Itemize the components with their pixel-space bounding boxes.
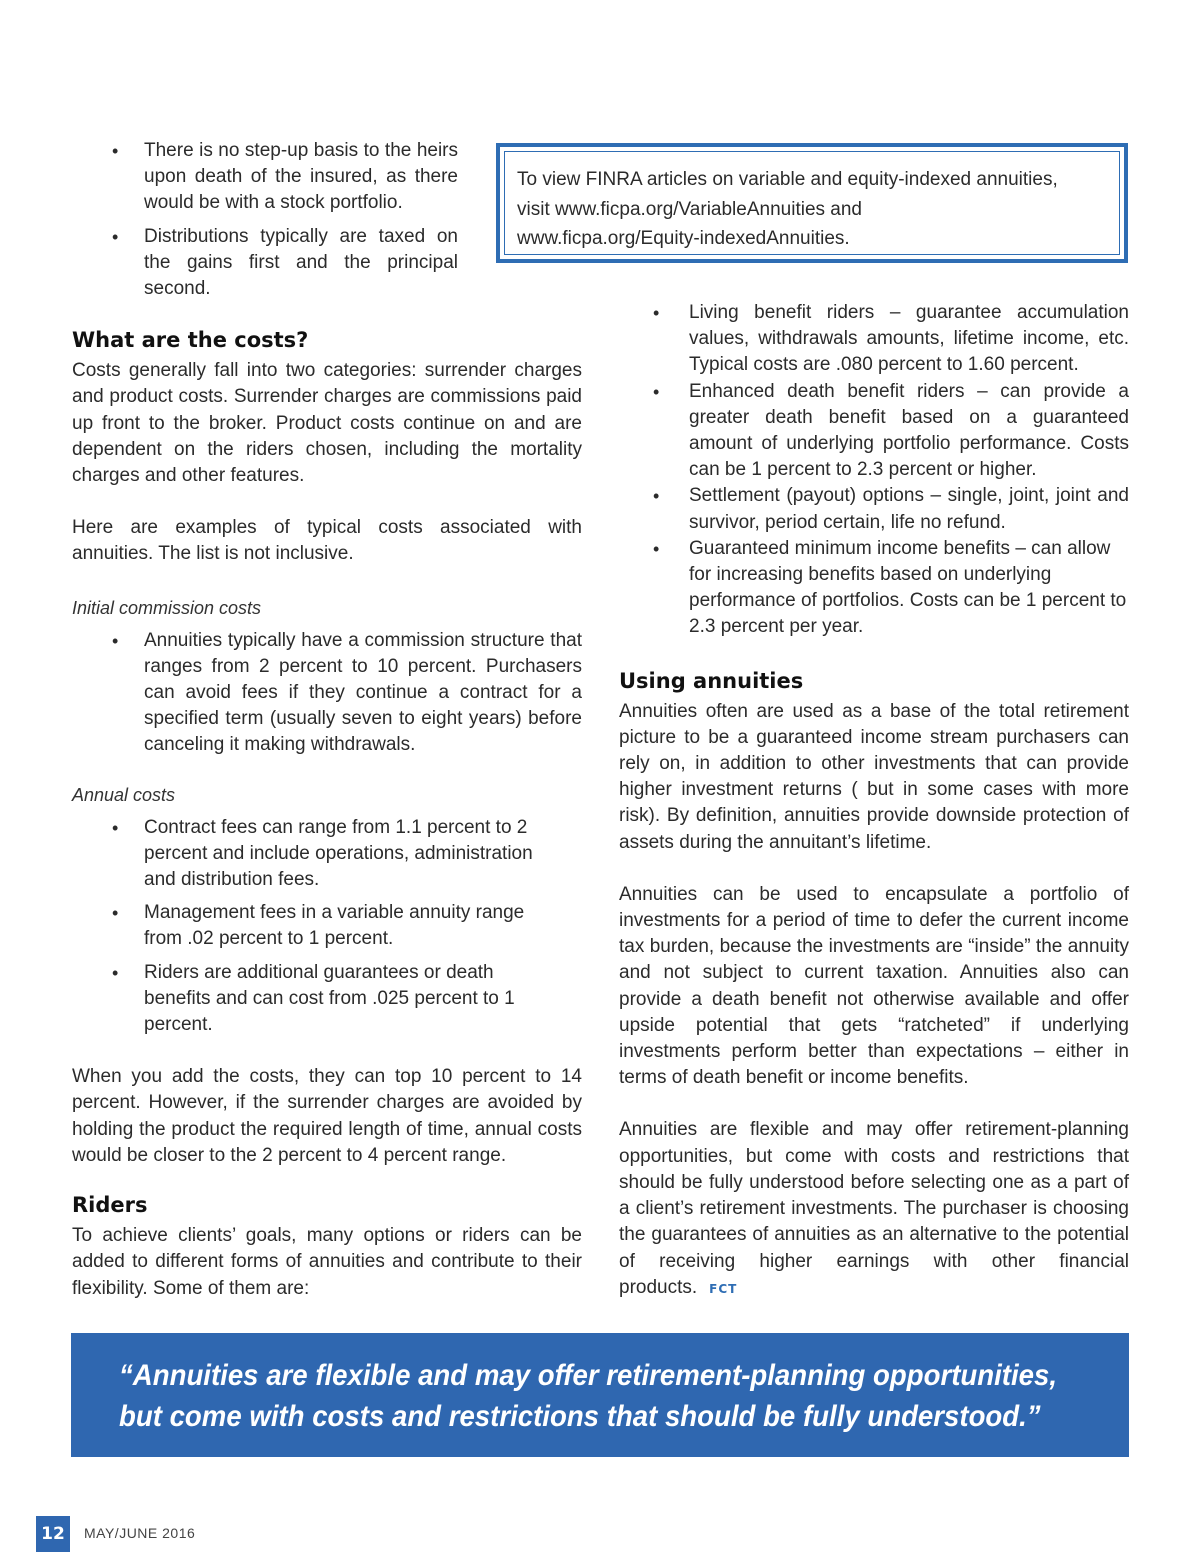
callout-line-1: To view FINRA articles on variable and equity-indexed annuities, — [517, 169, 1058, 190]
pull-quote-line-1: “Annuities are flexible and may offer retirement-planning opportunities, — [119, 1359, 1058, 1392]
list-item — [72, 224, 458, 303]
finra-callout-box — [496, 143, 1128, 263]
bullet-text: Guaranteed minimum income benefits – can allow for increasing benefits based on underlying performance of portfolios. Costs can be 1 percent to 2.3 percent per year. — [689, 537, 1127, 638]
riders-paragraph: To achieve clients’ goals, many options or riders can be added to different forms of annuities and contribute to their flexibility. Some of them are: — [72, 1225, 582, 1299]
list-item — [72, 900, 564, 952]
bullet-text: Contract fees can range from 1.1 percent to 2 percent and include operations, administration and distribution fees. — [144, 816, 533, 891]
costs-paragraph-1: Costs generally fall into two categories: surrender charges and product costs. Surrender charges are commissions paid up front to the broker. Product costs continue on and are dependent on the riders chosen, including the mortality charges and other features. — [72, 360, 582, 487]
callout-line-2: visit www.ficpa.org/VariableAnnuities and — [517, 198, 862, 220]
rider-bullet-list — [619, 300, 1129, 641]
initial-commission-label: Initial commission costs — [72, 597, 262, 618]
pull-quote-line-2: but come with costs and restrictions that should be fully understood.” — [119, 1400, 1041, 1433]
annual-costs-label: Annual costs — [72, 784, 176, 805]
riders-heading: Riders — [72, 1193, 148, 1218]
using-annuities-heading: Using annuities — [619, 668, 804, 693]
list-item — [619, 379, 1129, 484]
using-paragraph-1: Annuities often are used as a base of the total retirement picture to be a guaranteed income stream purchasers can rely on, in addition to other investments that can provide higher investment returns ( but in some cases with more risk). By definition, annuities provide downside protection of assets during the annuitant’s lifetime. — [619, 700, 1129, 853]
bullet-text: Enhanced death benefit riders – can provide a greater death benefit based on a guaranteed amount of underlying portfolio performance. Costs can be 1 percent to 2.3 percent or higher. — [689, 380, 1129, 481]
page-number: 12 — [36, 1516, 70, 1552]
bullet-icon: • — [112, 962, 119, 983]
pull-quote-text — [119, 1355, 1058, 1437]
bullet-icon: • — [653, 381, 660, 402]
list-item — [72, 815, 564, 894]
bullet-text: Settlement (payout) options – single, joint, joint and survivor, period certain, life no refund. — [689, 485, 1129, 533]
using-paragraph-2: Annuities can be used to encapsulate a portfolio of investments for a period of time to defer the current income tax burden, because the investments are “inside” the annuity and not subject to current taxation. Annuities also can provide a death benefit not otherwise available and offer upside potential that gets “ratcheted” if underlying investments perform better than expectations – either in terms of death benefit or income benefits. — [619, 883, 1129, 1089]
right-column — [619, 300, 1129, 1302]
list-item — [619, 300, 1129, 379]
costs-heading: What are the costs? — [72, 328, 309, 353]
list-item — [72, 628, 582, 759]
costs-paragraph-3: When you add the costs, they can top 10 percent to 14 percent. However, if the surrender charges are avoided by holding the product the required length of time, annual costs would be closer to the 2 percent to 4 percent range. — [72, 1066, 582, 1166]
bullet-icon: • — [112, 226, 119, 247]
list-item — [72, 960, 564, 1039]
left-column — [72, 138, 582, 1302]
top-bullet-list — [72, 138, 458, 302]
bullet-text: Management fees in a variable annuity range from .02 percent to 1 percent. — [144, 902, 525, 950]
bullet-icon: • — [112, 817, 119, 838]
list-item — [619, 536, 1129, 641]
using-paragraph-3 — [619, 1117, 1129, 1301]
fct-end-mark: FCT — [709, 1281, 738, 1296]
initial-cost-list — [72, 628, 582, 759]
bullet-icon: • — [112, 630, 119, 651]
bullet-text: Distributions typically are taxed on the gains first and the principal second. — [144, 225, 458, 300]
callout-line-3: www.ficpa.org/Equity-indexedAnnuities. — [517, 228, 850, 249]
bullet-icon: • — [653, 538, 660, 559]
bullet-icon: • — [112, 141, 119, 161]
callout-inner — [504, 151, 1120, 255]
bullet-text: Living benefit riders – guarantee accumulation values, withdrawals amounts, lifetime income, etc. Typical costs are .080 percent to 1.60 percent. — [689, 302, 1129, 376]
pull-quote-banner — [71, 1333, 1129, 1457]
using-paragraph-3-text: Annuities are flexible and may offer retirement-planning opportunities, but come with costs and restrictions that should be fully understood before selecting one as a part of a client’s retirement investments. The purchaser is choosing the guarantees of annuities as an alternative to the potential of receiving higher earnings with other financial products. — [619, 1119, 1129, 1298]
issue-date: MAY/JUNE 2016 — [84, 1525, 196, 1541]
bullet-text: Riders are additional guarantees or death benefits and can cost from .025 percent to 1 percent. — [144, 961, 515, 1036]
bullet-text: Annuities typically have a commission structure that ranges from 2 percent to 10 percent. Purchasers can avoid fees if they continue a contract for a specified term (usually seven to eight years) before canceling it making withdrawals. — [144, 629, 582, 756]
bullet-icon: • — [112, 903, 119, 924]
annual-cost-list — [72, 815, 564, 1039]
list-item — [72, 138, 458, 217]
bullet-text: There is no step-up basis to the heirs upon death of the insured, as there would be with a stock portfolio. — [144, 140, 458, 214]
bullet-icon: • — [653, 303, 660, 323]
costs-paragraph-2: Here are examples of typical costs associated with annuities. The list is not inclusive. — [72, 517, 582, 565]
bullet-icon: • — [653, 486, 660, 507]
list-item — [619, 483, 1129, 535]
